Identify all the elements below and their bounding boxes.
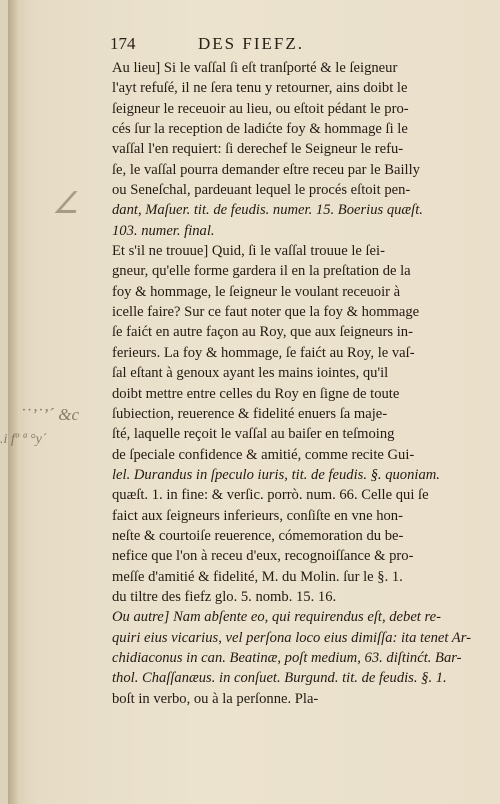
text-line: de ſpeciale confidence & amitié, comme recite Gui-	[112, 446, 415, 463]
text-line: meſſe d'amitié & fidelité, M. du Molin. ſur le §. 1.	[112, 568, 403, 585]
text-line: ſubiection, reuerence & fidelité enuers ſa maje-	[112, 405, 388, 422]
text-line: ferieurs. La foy & hommage, ſe faićt au Roy, le vaſ-	[112, 344, 415, 361]
citation-line: Ou autre] Nam abſente eo, qui requirendus eſt, debet re-	[112, 609, 441, 626]
citation-line: chidiaconus in can. Beatinæ, poſt medium, 63. diſtinćt. Bar-	[112, 649, 462, 666]
text-line: Et s'il ne trouue] Quid, ſi le vaſſal trouue le ſei-	[112, 243, 385, 260]
text-line: vaſſal l'en requiert: ſi derechef le Seigneur le refu-	[112, 141, 404, 158]
text-line: ſe faićt en autre façon au Roy, que aux ſeigneurs in-	[112, 324, 413, 341]
text-line: ſe, le vaſſal pourra demander eſtre receu par le Bailly	[112, 161, 420, 178]
text-line: doibt mettre entre celles du Roy en ſigne de toute	[112, 385, 400, 402]
text-line: icelle faire? Sur ce faut noter que la foy & hommage	[112, 304, 420, 321]
text-line: ou Seneſchal, pardeuant lequel le procés eſtoit pen-	[112, 182, 411, 199]
margin-note: ˙˙’˙’´ &c	[20, 405, 79, 424]
text-line: du tiltre des fiefz glo. 5. nomb. 15. 16.	[112, 588, 337, 605]
page-header	[110, 34, 480, 56]
text-line: ſal eſtant à genoux ayant les mains iointes, qu'il	[112, 365, 389, 382]
citation-line: 103. numer. final.	[112, 222, 215, 239]
text-line: Au lieu] Si le vaſſal ſi eſt tranſporté & le ſeigneur	[112, 60, 398, 76]
text-line: neſte & courtoiſe reuerence, cómemoration du be-	[112, 527, 404, 544]
margin-note: .i fº ª °y´	[0, 432, 47, 447]
text-line: foy & hommage, le ſeigneur le voulant receuoir à	[112, 283, 401, 300]
page-number: 174	[110, 34, 136, 53]
running-title: DES FIEFZ.	[198, 34, 304, 53]
citation-line: dant, Maſuer. tit. de feudis. numer. 15. Boerius quæſt.	[112, 202, 423, 219]
text-line: l'ayt refuſé, il ne ſera tenu y retourner, ains doibt le	[112, 80, 408, 97]
page-gutter	[8, 0, 18, 804]
citation-line: thol. Chaſſanæus. in conſuet. Burgund. tit. de feudis. §. 1.	[112, 670, 447, 687]
text-line: cés ſur la reception de ladićte foy & hommage ſi le	[112, 121, 408, 138]
text-line: nefice que l'on à receu d'eux, recognoiſſance & pro-	[112, 548, 414, 565]
citation-line: quiri eius vicarius, vel perſona loco eius dimiſſa: ita tenet Ar-	[112, 629, 471, 646]
text-line: gneur, qu'elle forme gardera il en la preſtation de la	[112, 263, 411, 280]
body-text	[112, 58, 482, 709]
text-line: ſeigneur le receuoir au lieu, ou eſtoit pédant le pro-	[112, 100, 409, 117]
text-line: ſté, laquelle reçoit le vaſſal au baiſer en teſmoing	[112, 426, 395, 443]
text-line: faict aux ſeigneurs inferieurs, conſiſte en vne hon-	[112, 507, 403, 524]
text-line: quæſt. 1. in fine: & verſic. porrò. num. 66. Celle qui ſe	[112, 487, 429, 504]
citation-line: lel. Durandus in ſpeculo iuris, tit. de feudis. §. quoniam.	[112, 466, 440, 483]
text-line: boſt in verbo, ou à la perſonne. Pla-	[112, 690, 319, 707]
margin-mark: ∠	[52, 187, 79, 220]
